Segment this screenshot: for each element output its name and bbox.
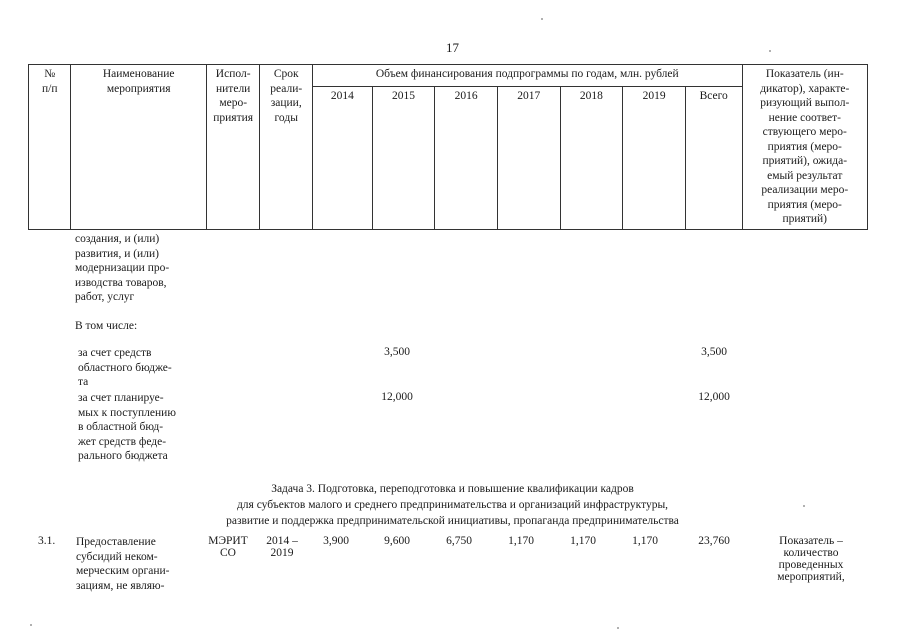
row-3-1-executor: МЭРИТ СО	[208, 535, 248, 559]
row-3-1-term: 2014 – 2019	[266, 535, 298, 559]
funding-regional-2015: 3,500	[384, 346, 410, 358]
scan-speck	[30, 624, 32, 626]
row-3-1-indicator: Показатель – количество проведенных мероприятий,	[777, 535, 845, 583]
header-executors: Испол- нители меро- приятия	[206, 65, 260, 230]
header-year-2015: 2015	[372, 87, 435, 229]
row-3-1-2017: 1,170	[508, 535, 534, 547]
row-3-1-2014: 3,900	[323, 535, 349, 547]
header-total: Всего	[685, 87, 742, 229]
funding-regional-total: 3,500	[701, 346, 727, 358]
row-3-1-2018: 1,170	[570, 535, 596, 547]
funding-label-federal: за счет планируе- мых к поступлению в областной бюд- жет средств феде- рального бюджета	[78, 392, 176, 462]
page-number: 17	[446, 40, 459, 55]
header-year-2016: 2016	[435, 87, 498, 229]
row-3-1-num: 3.1.	[38, 535, 56, 547]
scan-speck	[617, 627, 619, 629]
continuation-text: создания, и (или) развития, и (или) модернизации про- изводства товаров, работ, услуг	[75, 233, 170, 303]
header-term: Срок реали- зации, годы	[260, 65, 313, 230]
including-label: В том числе:	[75, 320, 138, 332]
funding-federal-2015: 12,000	[381, 391, 413, 403]
header-year-2014: 2014	[313, 87, 373, 229]
row-3-1-2015: 9,600	[384, 535, 410, 547]
row-3-1-name: Предоставление субсидий неком- мерческим органи- зациям, не являю-	[76, 536, 170, 592]
funding-federal-total: 12,000	[698, 391, 730, 403]
header-year-2017: 2017	[497, 87, 560, 229]
header-year-2019: 2019	[623, 87, 686, 229]
header-year-2018: 2018	[560, 87, 623, 229]
header-name: Наименование мероприятия	[71, 65, 206, 230]
header-num: № п/п	[29, 65, 71, 230]
scan-speck	[769, 50, 771, 52]
header-funding-title: Объем финансирования подпрограммы по годам, млн. рублей	[313, 65, 743, 87]
row-3-1-2016: 6,750	[446, 535, 472, 547]
row-3-1-total: 23,760	[698, 535, 730, 547]
row-3-1-2019: 1,170	[632, 535, 658, 547]
header-table	[28, 64, 868, 230]
scan-speck	[803, 505, 805, 507]
header-indicator: Показатель (ин- дикатор), характе- ризующий выпол- нение соответ- ствующего меро- приятия (меро- приятий), ожида- емый результат реализации меро- приятия (меро- приятий)	[742, 65, 867, 230]
task-heading: Задача 3. Подготовка, переподготовка и повышение квалификации кадров для субъектов малого и среднего предпринимательства и организаций инфраструктуры, развитие и поддержка предпринимательской инициативы, пропаганда предпринимательства	[226, 483, 679, 527]
funding-label-regional: за счет средств областного бюдже- та	[78, 347, 172, 388]
scan-speck	[541, 18, 543, 20]
